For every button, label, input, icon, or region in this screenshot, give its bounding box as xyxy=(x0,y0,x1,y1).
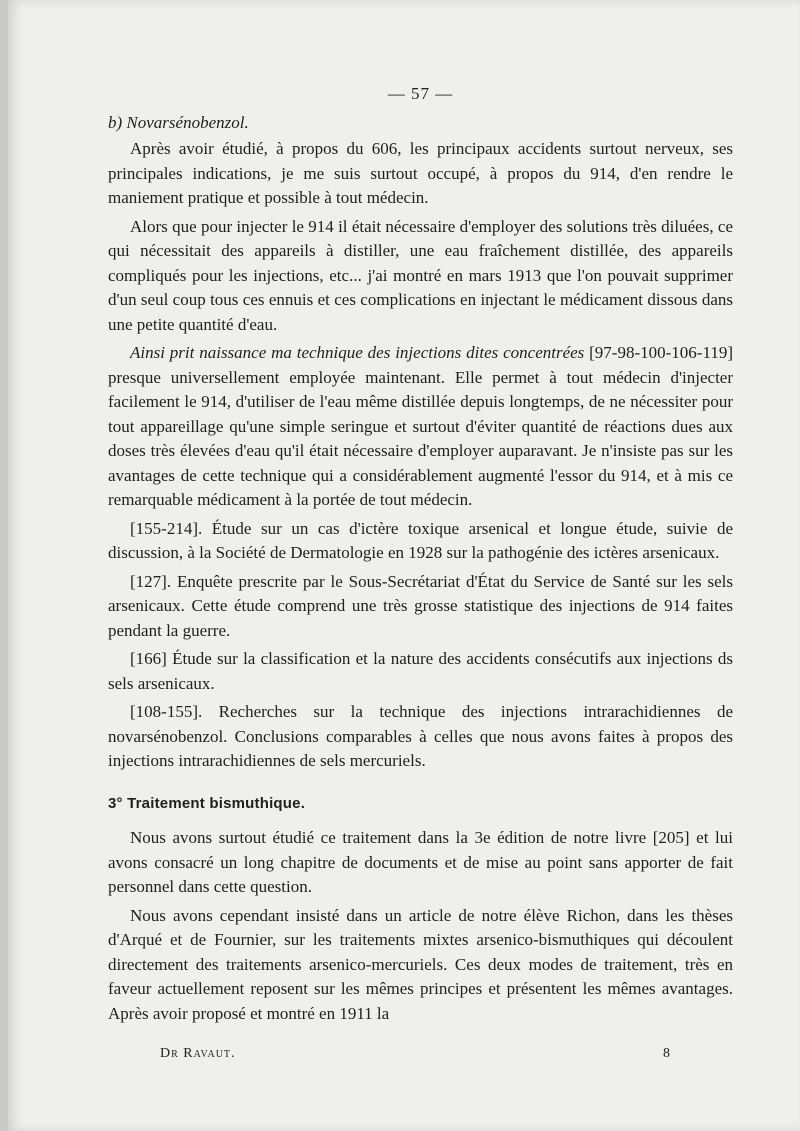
subsection-heading xyxy=(108,111,733,136)
paragraph: [155-214]. Étude sur un cas d'ictère toxique arsenical et longue étude, suivie de discussion, à la Société de Dermatologie en 1928 sur la pathogénie des ictères arsenicaux. xyxy=(108,518,733,562)
paragraph: [166] Étude sur la classification et la nature des accidents consécutifs aux injections ds sels arsenicaux. xyxy=(108,649,733,693)
subsection-letter: b) xyxy=(108,112,123,132)
paragraph: Nous avons cependant insisté dans un article de notre élève Richon, dans les thèses d'Arqué et de Fournier, sur les traitements mixtes arsenico-bismuthiques qui découlent directement des traitements arsenico-mercuriels. Ces deux modes de traitement, très en faveur actuellement reposent sur les mêmes principes et présentent les mêmes avantages. Après avoir proposé et montré en 1911 la xyxy=(108,905,733,1023)
paragraph: Alors que pour injecter le 914 il était nécessaire d'employer des solutions très diluées, ce qui nécessitait des appareils à distiller, une eau fraîchement distillée, des appareils compliqués pour les injections, etc... j'ai montré en mars 1913 que l'on pouvait supprimer d'un seul coup tous ces ennuis et ces complications en injectant le médicament dissous dans une petite quantité d'eau. xyxy=(108,216,733,334)
paragraph-technique xyxy=(108,341,733,513)
page-content xyxy=(108,82,733,1030)
subsection-title: Novarsénobenzol. xyxy=(126,112,249,132)
paragraph: [127]. Enquête prescrite par le Sous-Secrétariat d'État du Service de Santé sur les sels arsenicaux. Cette étude comprend une très grosse statistique des injections de 914 faites pendant la guerre. xyxy=(108,571,733,640)
paragraph: [108-155]. Recherches sur la technique des injections intrarachidiennes de novarsénobenzol. Conclusions comparables à celles que nous avons faites à propos des injections intrarachidiennes de sels mercuriels. xyxy=(108,702,733,770)
signature-mark: 8 xyxy=(663,1046,670,1061)
paragraph: Après avoir étudié, à propos du 606, les principaux accidents surtout nerveux, ses principales indications, je me suis surtout occupé, à propos du 914, d'en rendre le maniement pratique et possible à tout médecin. xyxy=(108,139,733,207)
section-title: 3° Traitement bismuthique. xyxy=(108,794,306,812)
footer-author: Dr Ravaut. xyxy=(160,1046,236,1061)
document-page xyxy=(8,0,800,1131)
page-footer xyxy=(160,1046,670,1062)
paragraph: Nous avons surtout étudié ce traitement dans la 3e édition de notre livre [205] et lui avons consacré un long chapitre de documents et de mise au point sans apporter de fait personnel dans cette question. xyxy=(108,828,733,896)
paragraph-rest: [97-98-100-106-119] presque universellement employée maintenant. Elle permet à tout médecin d'injecter facilement le 914, d'utiliser de l'eau même distillée depuis longtemps, de ne nécessiter pour tout appareillage qu'une simple seringue et surtout d'éviter quantité de réactions dues aux doses très élevées d'eau qu'il était nécessaire d'employer auparavant. Je n'insiste pas sur les avantages de cette technique qui a considérablement augmenté l'essor du 914, et à mis ce remarquable médicament à la portée de tout médecin. xyxy=(108,343,733,509)
italic-lead: Ainsi prit naissance ma technique des injections dites concentrées xyxy=(130,343,585,362)
page-number: — 57 — xyxy=(387,84,454,103)
